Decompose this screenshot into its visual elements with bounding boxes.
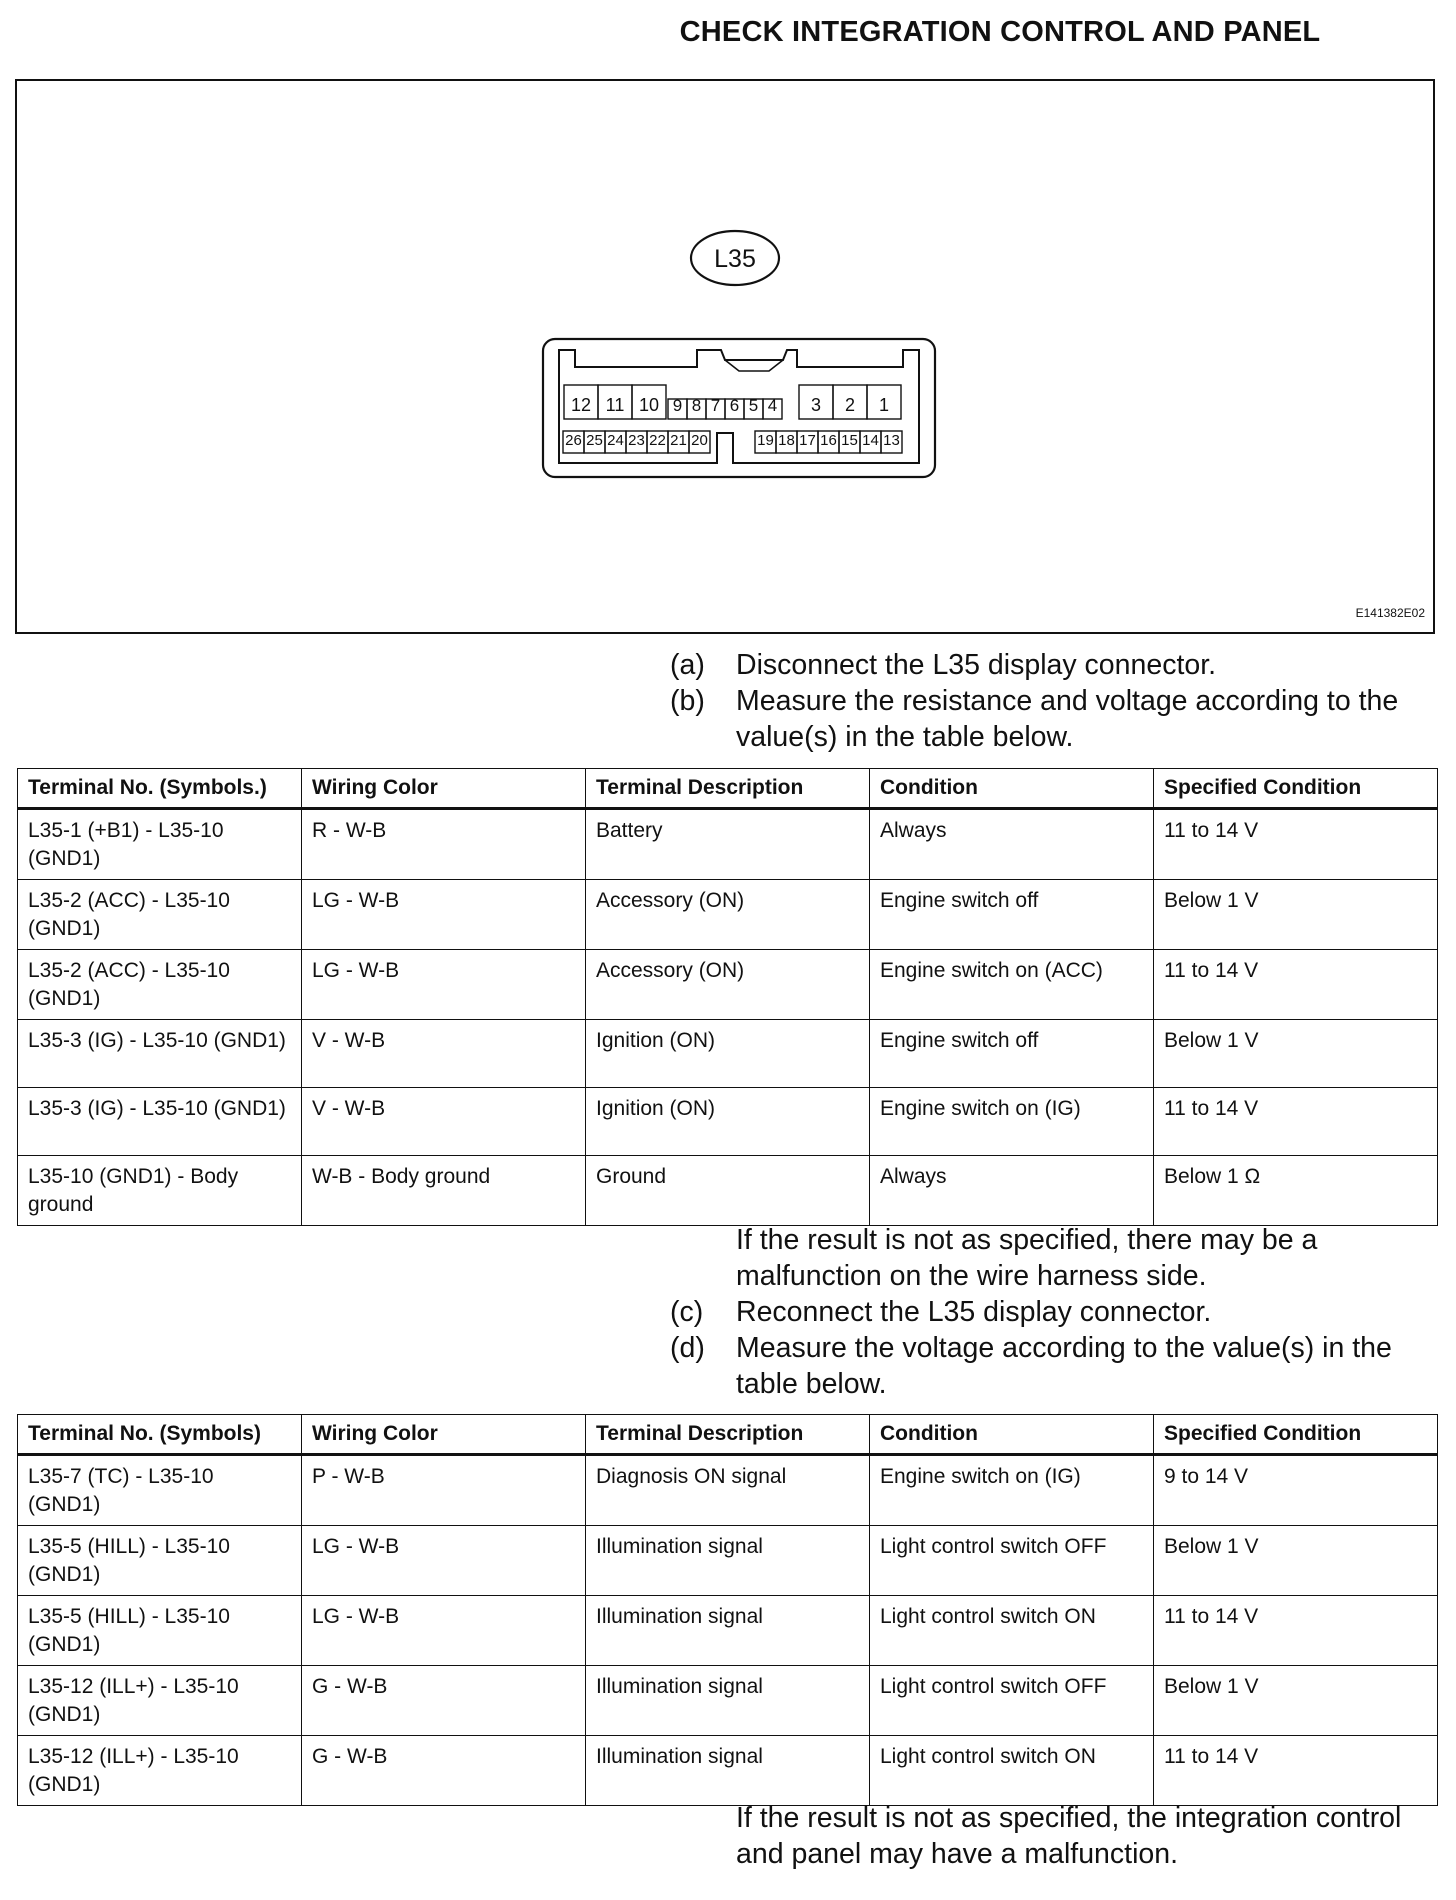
terminal-number: 14	[862, 432, 879, 449]
table-cell: L35-3 (IG) - L35-10 (GND1)	[18, 1088, 302, 1156]
table-cell: 11 to 14 V	[1154, 1596, 1438, 1666]
terminal-number: 15	[841, 432, 858, 449]
step-label: (a)	[670, 649, 705, 681]
column-header: Wiring Color	[302, 769, 586, 809]
step-text: Disconnect the L35 display connector.	[736, 649, 1217, 681]
table-cell: Battery	[586, 809, 870, 880]
table-cell: Below 1 V	[1154, 1020, 1438, 1088]
terminal-number: 12	[570, 395, 592, 415]
table-cell: LG - W-B	[302, 1526, 586, 1596]
column-header: Condition	[870, 769, 1154, 809]
table-cell: 11 to 14 V	[1154, 950, 1438, 1020]
table-row	[18, 1156, 1438, 1226]
table-cell: L35-12 (ILL+) - L35-10 (GND1)	[18, 1666, 302, 1736]
terminal-number: 23	[628, 432, 645, 449]
table-cell: L35-2 (ACC) - L35-10 (GND1)	[18, 950, 302, 1020]
terminal-number: 26	[565, 432, 582, 449]
table-cell: Below 1 V	[1154, 1666, 1438, 1736]
connector-diagram	[17, 81, 1433, 632]
spec-table-2	[17, 1414, 1438, 1806]
table-cell: V - W-B	[302, 1088, 586, 1156]
column-header: Terminal No. (Symbols)	[18, 1415, 302, 1455]
table-cell: Engine switch on (IG)	[870, 1088, 1154, 1156]
terminal-number: 24	[607, 432, 624, 449]
terminal-number: 19	[757, 432, 774, 449]
table-cell: Engine switch on (IG)	[870, 1455, 1154, 1526]
note-integration-panel: If the result is not as specified, the integration control and panel may have a malfunction.	[736, 1802, 1402, 1870]
terminal-number: 1	[878, 395, 890, 415]
table-cell: V - W-B	[302, 1020, 586, 1088]
column-header: Terminal Description	[586, 769, 870, 809]
table-cell: LG - W-B	[302, 950, 586, 1020]
table-cell: Illumination signal	[586, 1666, 870, 1736]
terminal-number: 6	[729, 396, 740, 415]
connector-label: L35	[714, 245, 756, 273]
terminal-number: 20	[691, 432, 708, 449]
terminal-number: 18	[778, 432, 795, 449]
table-cell: 11 to 14 V	[1154, 1736, 1438, 1806]
terminal-number: 13	[883, 432, 900, 449]
table-cell: 11 to 14 V	[1154, 809, 1438, 880]
table-cell: Below 1 V	[1154, 1526, 1438, 1596]
table-cell: L35-7 (TC) - L35-10 (GND1)	[18, 1455, 302, 1526]
terminal-number: 22	[649, 432, 666, 449]
table-cell: Accessory (ON)	[586, 880, 870, 950]
steps-first	[670, 647, 1430, 755]
column-header: Wiring Color	[302, 1415, 586, 1455]
terminal-number: 7	[710, 396, 721, 415]
step-a	[670, 647, 1430, 683]
table-row	[18, 1666, 1438, 1736]
steps-second	[670, 1294, 1430, 1402]
spec-table-1	[17, 768, 1438, 1226]
column-header: Specified Condition	[1154, 769, 1438, 809]
table-cell: 11 to 14 V	[1154, 1088, 1438, 1156]
table-cell: Light control switch ON	[870, 1596, 1154, 1666]
table-row	[18, 1088, 1438, 1156]
table-cell: Diagnosis ON signal	[586, 1455, 870, 1526]
table-cell: W-B - Body ground	[302, 1156, 586, 1226]
step-label: (b)	[670, 685, 705, 717]
table-row	[18, 1020, 1438, 1088]
table-cell: Below 1 Ω	[1154, 1156, 1438, 1226]
terminal-number: 16	[820, 432, 837, 449]
table-row	[18, 1455, 1438, 1526]
table-row	[18, 880, 1438, 950]
table-cell: L35-5 (HILL) - L35-10 (GND1)	[18, 1526, 302, 1596]
table-cell: LG - W-B	[302, 880, 586, 950]
table-row	[18, 809, 1438, 880]
table-row	[18, 950, 1438, 1020]
table-cell: 9 to 14 V	[1154, 1455, 1438, 1526]
table-cell: L35-12 (ILL+) - L35-10 (GND1)	[18, 1736, 302, 1806]
table-cell: L35-10 (GND1) - Body ground	[18, 1156, 302, 1226]
connector-figure	[15, 79, 1435, 634]
table-cell: Illumination signal	[586, 1736, 870, 1806]
figure-code: E141382E02	[1355, 606, 1425, 620]
terminal-number: 10	[638, 395, 660, 415]
table-cell: G - W-B	[302, 1736, 586, 1806]
terminal-number: 4	[767, 396, 778, 415]
connector-latch	[725, 360, 783, 371]
table-cell: Always	[870, 809, 1154, 880]
step-label: (c)	[670, 1296, 704, 1328]
column-header: Terminal No. (Symbols.)	[18, 769, 302, 809]
table-cell: L35-3 (IG) - L35-10 (GND1)	[18, 1020, 302, 1088]
table-header-row	[18, 769, 1438, 809]
table-cell: Always	[870, 1156, 1154, 1226]
table-cell: L35-1 (+B1) - L35-10 (GND1)	[18, 809, 302, 880]
table-cell: Ignition (ON)	[586, 1020, 870, 1088]
table-cell: Engine switch on (ACC)	[870, 950, 1154, 1020]
step-text: Reconnect the L35 display connector.	[736, 1296, 1212, 1328]
column-header: Terminal Description	[586, 1415, 870, 1455]
table-cell: L35-2 (ACC) - L35-10 (GND1)	[18, 880, 302, 950]
table-row	[18, 1526, 1438, 1596]
page-title: CHECK INTEGRATION CONTROL AND PANEL	[679, 16, 1321, 48]
terminal-number: 5	[748, 396, 759, 415]
step-b	[670, 683, 1430, 755]
table-row	[18, 1736, 1438, 1806]
table-cell: P - W-B	[302, 1455, 586, 1526]
terminal-number: 17	[799, 432, 816, 449]
table-cell: R - W-B	[302, 809, 586, 880]
table-cell: Below 1 V	[1154, 880, 1438, 950]
table-cell: Accessory (ON)	[586, 950, 870, 1020]
table-cell: Illumination signal	[586, 1596, 870, 1666]
table-cell: Engine switch off	[870, 880, 1154, 950]
table-row	[18, 1596, 1438, 1666]
column-header: Specified Condition	[1154, 1415, 1438, 1455]
step-label: (d)	[670, 1332, 705, 1364]
table-header-row	[18, 1415, 1438, 1455]
step-c	[670, 1294, 1430, 1330]
step-d	[670, 1330, 1430, 1402]
table-cell: Light control switch OFF	[870, 1666, 1154, 1736]
table-cell: Ignition (ON)	[586, 1088, 870, 1156]
table-cell: Ground	[586, 1156, 870, 1226]
table-cell: Light control switch OFF	[870, 1526, 1154, 1596]
table-cell: G - W-B	[302, 1666, 586, 1736]
terminal-number: 8	[691, 396, 702, 415]
terminal-number: 21	[670, 432, 687, 449]
table-cell: Illumination signal	[586, 1526, 870, 1596]
table-cell: L35-5 (HILL) - L35-10 (GND1)	[18, 1596, 302, 1666]
terminal-number: 25	[586, 432, 603, 449]
table-cell: Engine switch off	[870, 1020, 1154, 1088]
note-wire-harness: If the result is not as specified, there may be a malfunction on the wire harness side.	[736, 1224, 1318, 1292]
table-cell: LG - W-B	[302, 1596, 586, 1666]
terminal-number: 2	[844, 395, 856, 415]
step-text: Measure the resistance and voltage according to the value(s) in the table below.	[736, 685, 1399, 753]
terminal-number: 9	[672, 396, 683, 415]
table-cell: Light control switch ON	[870, 1736, 1154, 1806]
terminal-number: 11	[605, 395, 625, 415]
step-text: Measure the voltage according to the value(s) in the table below.	[736, 1332, 1392, 1400]
column-header: Condition	[870, 1415, 1154, 1455]
terminal-number: 3	[810, 395, 822, 415]
